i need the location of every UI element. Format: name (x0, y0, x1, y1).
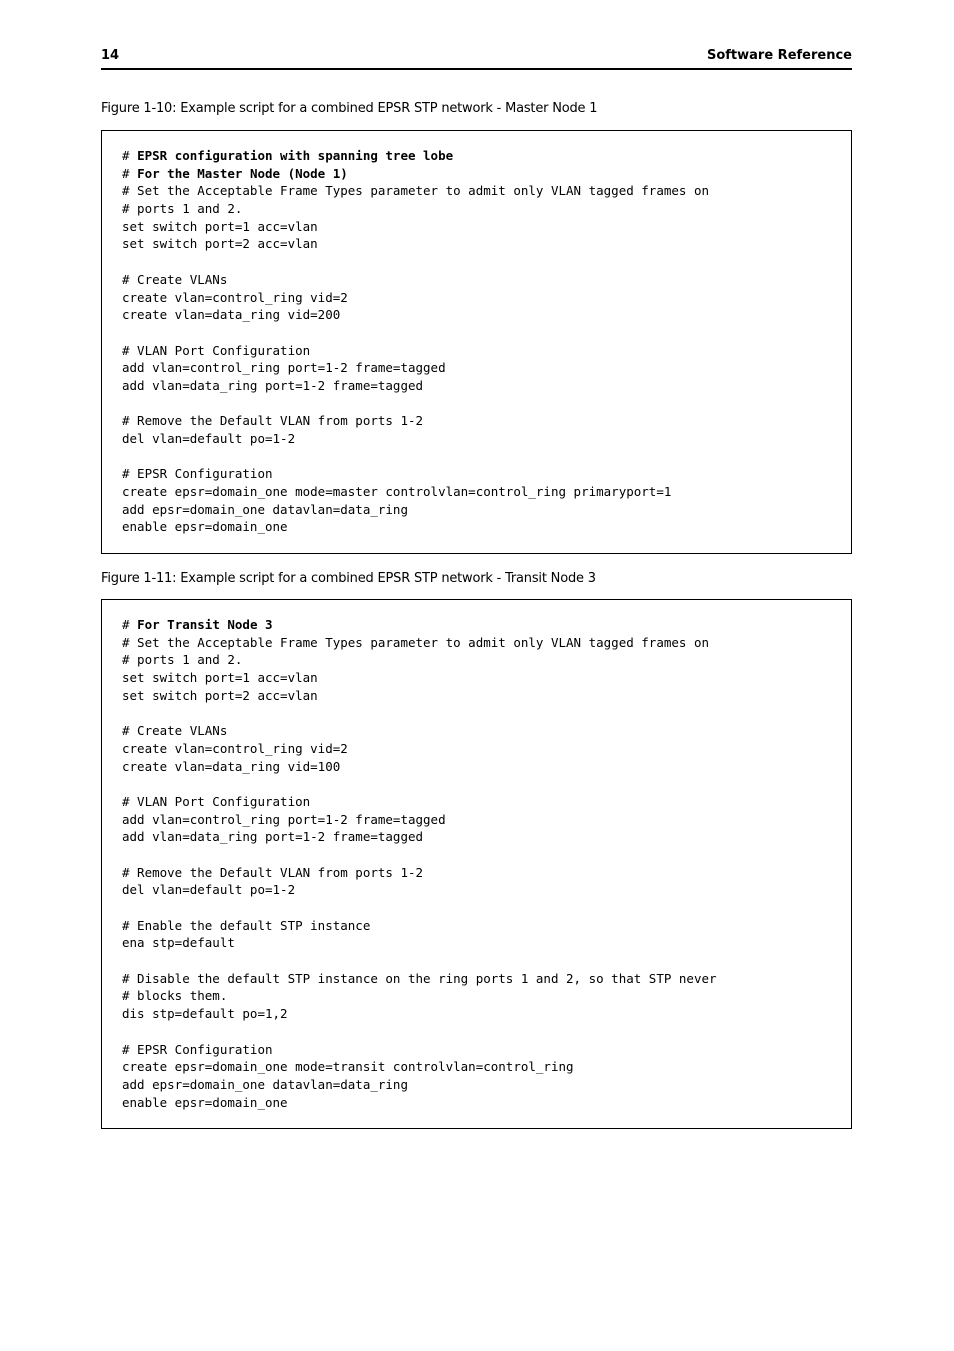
figure-caption-1: Figure 1-10: Example script for a combined EPSR STP network - Master Node 1 (101, 101, 598, 116)
code-line (122, 1058, 717, 1076)
code-line (122, 1023, 717, 1041)
code-comment-marker: # (122, 148, 138, 163)
code-line (122, 616, 717, 634)
code-line (122, 289, 709, 307)
code-text: set switch port=2 acc=vlan (122, 687, 318, 703)
code-text: set switch port=1 acc=vlan (122, 218, 318, 234)
code-line (122, 952, 717, 970)
code-line (122, 271, 709, 289)
code-line (122, 501, 709, 519)
code-text: # Remove the Default VLAN from ports 1-2 (122, 864, 424, 880)
code-text: add vlan=data_ring port=1-2 frame=tagged (122, 829, 424, 845)
code-comment-marker: # (122, 165, 138, 181)
code-line (122, 377, 709, 395)
code-line (122, 740, 717, 758)
code-line (122, 846, 717, 864)
code-line (122, 147, 709, 165)
code-line (122, 412, 709, 430)
code-text: # EPSR Configuration (122, 466, 273, 482)
code-text: # Create VLANs (122, 271, 228, 287)
code-box-master-node (101, 130, 852, 554)
code-line (122, 430, 709, 448)
code-text: # Enable the default STP instance (122, 917, 371, 933)
code-line (122, 934, 717, 952)
code-text: create vlan=data_ring vid=100 (122, 758, 341, 774)
code-line (122, 1094, 717, 1112)
code-text: set switch port=1 acc=vlan (122, 670, 318, 686)
code-line (122, 987, 717, 1005)
code-line (122, 182, 709, 200)
code-line (122, 465, 709, 483)
code-listing (122, 616, 717, 1111)
code-box-transit-node (101, 599, 852, 1129)
code-line (122, 342, 709, 360)
code-text: add epsr=domain_one datavlan=data_ring (122, 501, 408, 517)
page-header (101, 46, 852, 70)
code-line (122, 359, 709, 377)
code-text: # VLAN Port Configuration (122, 342, 311, 358)
code-line (122, 828, 717, 846)
code-text: For the Master Node (Node 1) (137, 165, 348, 181)
code-text: del vlan=default po=1-2 (122, 431, 296, 446)
code-text: # Create VLANs (122, 723, 228, 739)
code-text: create vlan=data_ring vid=200 (122, 307, 341, 323)
code-line (122, 448, 709, 466)
code-text: add vlan=data_ring port=1-2 frame=tagged (122, 377, 424, 393)
code-line (122, 235, 709, 253)
code-text: enable epsr=domain_one (122, 519, 288, 535)
code-text: EPSR configuration with spanning tree lobe (137, 148, 454, 163)
code-line (122, 634, 717, 652)
code-text: # ports 1 and 2. (122, 652, 243, 668)
code-text: add epsr=domain_one datavlan=data_ring (122, 1076, 408, 1092)
code-text: create epsr=domain_one mode=master controlvlan=control_ring primaryport=1 (122, 484, 672, 500)
code-line (122, 306, 709, 324)
code-line (122, 1076, 717, 1094)
code-text: # ports 1 and 2. (122, 201, 243, 217)
code-line (122, 881, 717, 899)
code-line (122, 253, 709, 271)
code-text: dis stp=default po=1,2 (122, 1006, 288, 1022)
code-line (122, 899, 717, 917)
code-text: ena stp=default (122, 935, 235, 951)
code-text: enable epsr=domain_one (122, 1094, 288, 1110)
code-text: create vlan=control_ring vid=2 (122, 740, 348, 756)
code-text: # Disable the default STP instance on the ring ports 1 and 2, so that STP never (122, 970, 717, 986)
section-title: Software Reference (706, 48, 852, 63)
code-line (122, 1005, 717, 1023)
code-line (122, 483, 709, 501)
code-line (122, 669, 717, 687)
code-listing (122, 147, 709, 536)
code-line (122, 687, 717, 705)
code-line (122, 518, 709, 536)
code-line (122, 324, 709, 342)
code-line (122, 1041, 717, 1059)
code-line (122, 758, 717, 776)
code-text: add vlan=control_ring port=1-2 frame=tagged (122, 360, 446, 376)
code-line (122, 165, 709, 183)
page-number: 14 (101, 48, 120, 63)
code-line (122, 917, 717, 935)
code-comment-marker: # (122, 617, 138, 632)
code-text: # EPSR Configuration (122, 1041, 273, 1057)
code-line (122, 793, 717, 811)
code-line (122, 395, 709, 413)
code-text: create vlan=control_ring vid=2 (122, 289, 348, 305)
code-text: # Set the Acceptable Frame Types parameter to admit only VLAN tagged frames on (122, 183, 709, 199)
code-text: # Remove the Default VLAN from ports 1-2 (122, 413, 424, 429)
code-text: set switch port=2 acc=vlan (122, 236, 318, 252)
figure-caption-2: Figure 1-11: Example script for a combined EPSR STP network - Transit Node 3 (101, 571, 596, 586)
code-text: create epsr=domain_one mode=transit controlvlan=control_ring (122, 1059, 574, 1075)
code-line (122, 811, 717, 829)
code-line (122, 651, 717, 669)
code-line (122, 970, 717, 988)
code-line (122, 218, 709, 236)
code-line (122, 775, 717, 793)
code-text: # Set the Acceptable Frame Types parameter to admit only VLAN tagged frames on (122, 634, 709, 650)
code-line (122, 704, 717, 722)
code-text: For Transit Node 3 (137, 617, 273, 632)
code-text: # blocks them. (122, 988, 228, 1004)
code-line (122, 864, 717, 882)
code-text: # VLAN Port Configuration (122, 793, 311, 809)
code-text: add vlan=control_ring port=1-2 frame=tagged (122, 811, 446, 827)
code-line (122, 200, 709, 218)
code-line (122, 722, 717, 740)
code-text: del vlan=default po=1-2 (122, 882, 296, 898)
